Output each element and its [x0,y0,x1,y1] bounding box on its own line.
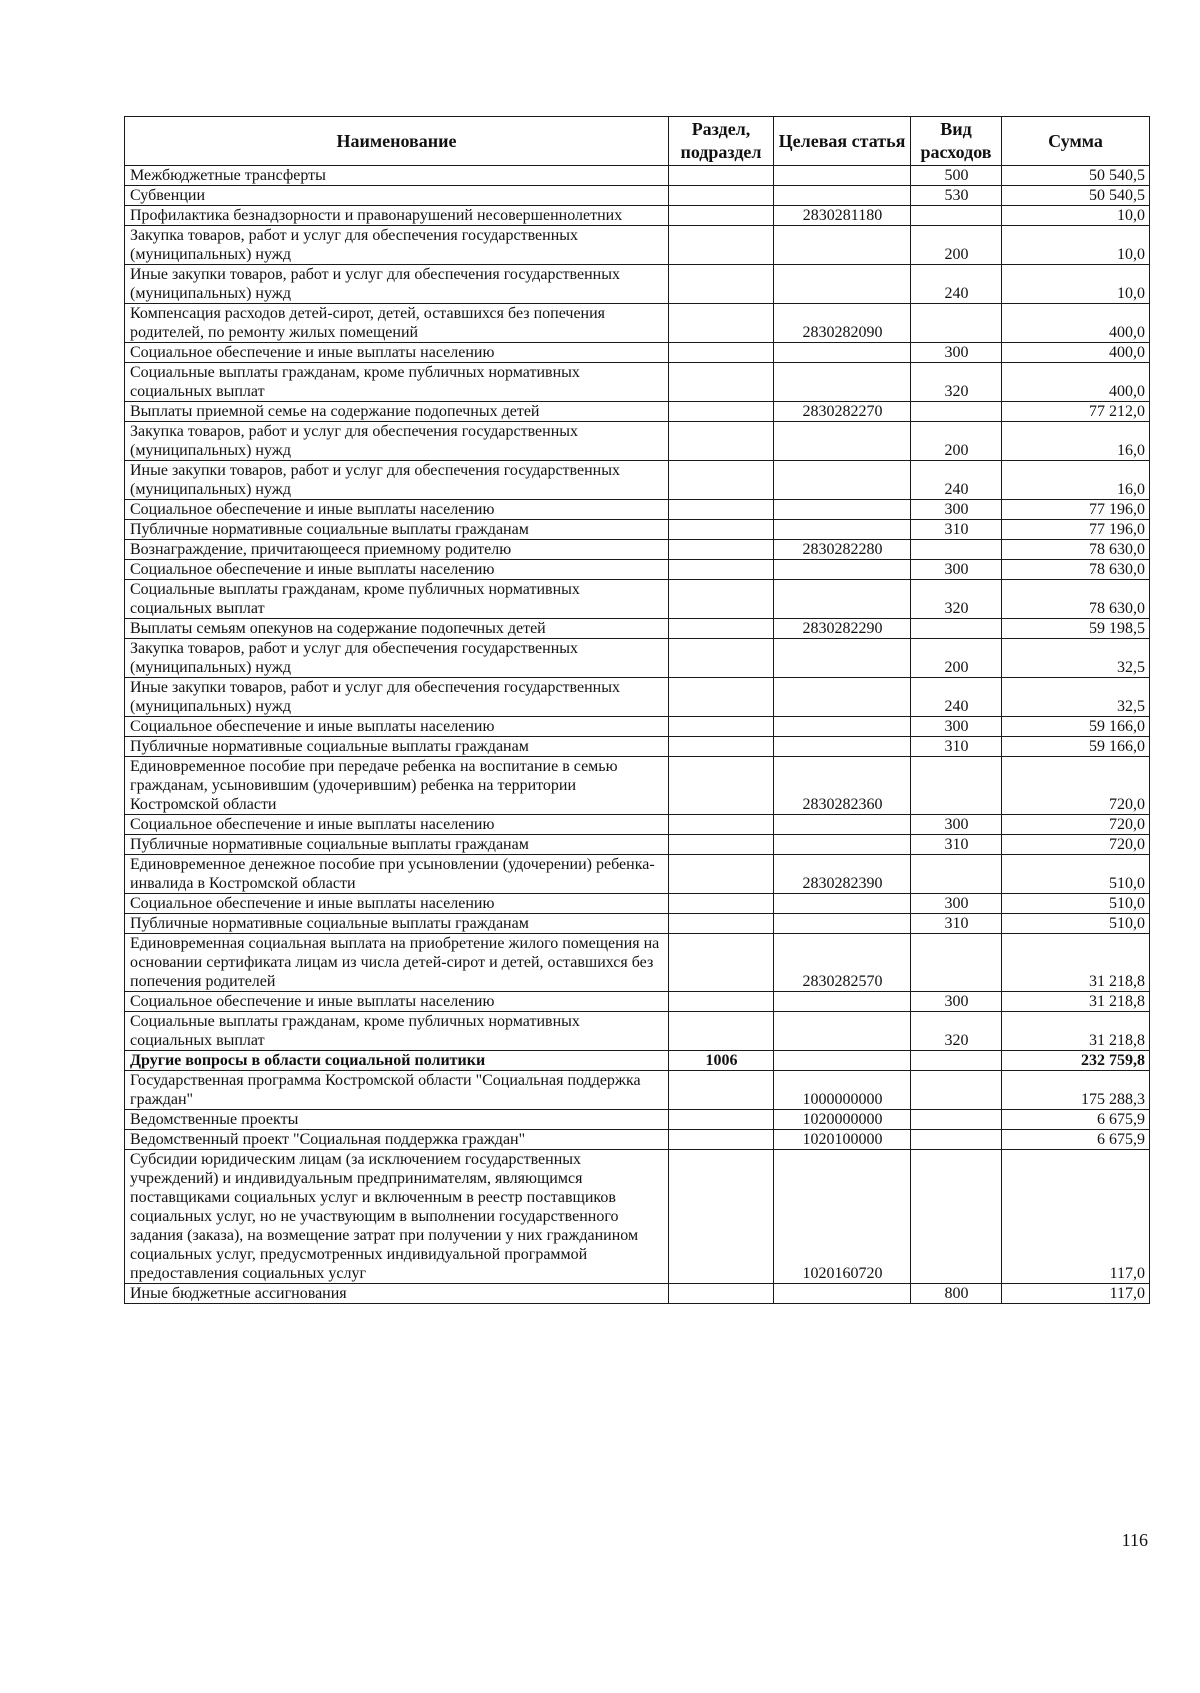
cell-section [669,226,774,265]
cell-type [911,1130,1002,1150]
cell-type: 300 [911,992,1002,1012]
page-number: 116 [1121,1530,1148,1550]
cell-target [774,717,911,737]
table-row [125,678,1150,717]
table-row [125,1110,1150,1130]
cell-section [669,737,774,757]
cell-sum: 10,0 [1002,265,1150,304]
cell-section [669,914,774,934]
cell-section [669,1150,774,1284]
table-row [125,520,1150,540]
cell-section [669,166,774,186]
table-row [125,1150,1150,1284]
cell-name: Социальное обеспечение и иные выплаты населению [125,894,669,914]
cell-type: 240 [911,265,1002,304]
cell-sum: 720,0 [1002,757,1150,815]
cell-sum: 10,0 [1002,206,1150,226]
cell-name: Социальное обеспечение и иные выплаты населению [125,500,669,520]
cell-name: Социальное обеспечение и иные выплаты населению [125,717,669,737]
cell-sum: 78 630,0 [1002,580,1150,619]
cell-target: 2830282570 [774,934,911,992]
cell-name: Выплаты приемной семье на содержание подопечных детей [125,402,669,422]
cell-target: 2830282390 [774,855,911,894]
cell-target [774,815,911,835]
cell-type: 300 [911,717,1002,737]
cell-target [774,639,911,678]
cell-sum: 6 675,9 [1002,1130,1150,1150]
table-row [125,934,1150,992]
cell-section [669,304,774,343]
cell-target: 2830282270 [774,402,911,422]
cell-sum: 77 212,0 [1002,402,1150,422]
cell-name: Единовременная социальная выплата на приобретение жилого помещения на основании сертификата лицам из числа детей-сирот и детей, оставшихся без попечения родителей [125,934,669,992]
cell-sum: 510,0 [1002,894,1150,914]
cell-section [669,265,774,304]
cell-section [669,815,774,835]
cell-name: Государственная программа Костромской области "Социальная поддержка граждан" [125,1071,669,1110]
cell-section [669,678,774,717]
cell-name: Социальные выплаты гражданам, кроме публичных нормативных социальных выплат [125,1012,669,1051]
cell-name: Иные бюджетные ассигнования [125,1284,669,1304]
cell-type: 200 [911,226,1002,265]
table-row [125,835,1150,855]
table-row [125,500,1150,520]
cell-name: Другие вопросы в области социальной политики [125,1051,669,1071]
header-type: Вид расходов [911,117,1002,166]
table-row [125,304,1150,343]
cell-section [669,1071,774,1110]
cell-type: 300 [911,343,1002,363]
table-row [125,1071,1150,1110]
cell-target: 2830282090 [774,304,911,343]
cell-target [774,560,911,580]
cell-type: 310 [911,835,1002,855]
table-row [125,914,1150,934]
cell-target: 2830282360 [774,757,911,815]
cell-type: 310 [911,914,1002,934]
cell-sum: 400,0 [1002,363,1150,402]
cell-target [774,678,911,717]
cell-target [774,737,911,757]
cell-name: Социальные выплаты гражданам, кроме публичных нормативных социальных выплат [125,363,669,402]
cell-name: Социальное обеспечение и иные выплаты населению [125,560,669,580]
cell-name: Публичные нормативные социальные выплаты гражданам [125,520,669,540]
cell-name: Вознаграждение, причитающееся приемному родителю [125,540,669,560]
table-row [125,1130,1150,1150]
cell-sum: 16,0 [1002,461,1150,500]
cell-section [669,186,774,206]
cell-type [911,934,1002,992]
cell-name: Социальное обеспечение и иные выплаты населению [125,815,669,835]
cell-target: 1000000000 [774,1071,911,1110]
header-target: Целевая статья [774,117,911,166]
cell-target [774,1051,911,1071]
table-row [125,1012,1150,1051]
cell-type [911,1110,1002,1130]
cell-name: Единовременное пособие при передаче ребенка на воспитание в семью гражданам, усыновившим (удочерившим) ребенка на территории Костромской области [125,757,669,815]
header-sum: Сумма [1002,117,1150,166]
cell-section [669,1130,774,1150]
cell-sum: 117,0 [1002,1284,1150,1304]
cell-target [774,914,911,934]
cell-name: Закупка товаров, работ и услуг для обеспечения государственных (муниципальных) нужд [125,639,669,678]
cell-name: Выплаты семьям опекунов на содержание подопечных детей [125,619,669,639]
cell-target [774,580,911,619]
cell-target [774,186,911,206]
cell-sum: 510,0 [1002,914,1150,934]
cell-type: 300 [911,500,1002,520]
cell-target: 2830281180 [774,206,911,226]
cell-sum: 16,0 [1002,422,1150,461]
table-row [125,639,1150,678]
cell-name: Закупка товаров, работ и услуг для обеспечения государственных (муниципальных) нужд [125,422,669,461]
cell-section [669,206,774,226]
cell-type: 300 [911,894,1002,914]
cell-target: 2830282280 [774,540,911,560]
cell-type [911,757,1002,815]
table-row [125,363,1150,402]
cell-sum: 400,0 [1002,304,1150,343]
cell-type: 300 [911,815,1002,835]
cell-section [669,402,774,422]
cell-name: Социальные выплаты гражданам, кроме публичных нормативных социальных выплат [125,580,669,619]
table-row [125,717,1150,737]
cell-type: 530 [911,186,1002,206]
table-row [125,206,1150,226]
cell-target [774,166,911,186]
cell-target [774,461,911,500]
cell-name: Субвенции [125,186,669,206]
cell-type: 240 [911,678,1002,717]
table-row [125,422,1150,461]
cell-target [774,520,911,540]
cell-type: 800 [911,1284,1002,1304]
cell-name: Единовременное денежное пособие при усыновлении (удочерении) ребенка-инвалида в Костромской области [125,855,669,894]
cell-type: 320 [911,1012,1002,1051]
table-header [125,117,1150,166]
table-row [125,186,1150,206]
cell-type: 200 [911,422,1002,461]
cell-section: 1006 [669,1051,774,1071]
cell-sum: 78 630,0 [1002,560,1150,580]
cell-sum: 50 540,5 [1002,166,1150,186]
cell-section [669,363,774,402]
cell-section [669,934,774,992]
cell-sum: 32,5 [1002,678,1150,717]
cell-sum: 59 166,0 [1002,717,1150,737]
cell-target [774,894,911,914]
cell-section [669,1284,774,1304]
cell-target [774,265,911,304]
table-row [125,737,1150,757]
cell-sum: 77 196,0 [1002,500,1150,520]
cell-section [669,835,774,855]
table-row [125,560,1150,580]
cell-target [774,1012,911,1051]
table-row [125,855,1150,894]
cell-section [669,992,774,1012]
cell-type [911,1051,1002,1071]
table-row [125,1051,1150,1071]
table-row [125,226,1150,265]
table-body [125,166,1150,1304]
cell-sum: 510,0 [1002,855,1150,894]
cell-target [774,343,911,363]
cell-section [669,500,774,520]
table-row [125,265,1150,304]
cell-name: Компенсация расходов детей-сирот, детей, оставшихся без попечения родителей, по ремонту жилых помещений [125,304,669,343]
cell-sum: 31 218,8 [1002,1012,1150,1051]
cell-sum: 31 218,8 [1002,992,1150,1012]
cell-section [669,619,774,639]
cell-sum: 10,0 [1002,226,1150,265]
cell-target [774,422,911,461]
cell-type: 500 [911,166,1002,186]
cell-sum: 32,5 [1002,639,1150,678]
table-row [125,580,1150,619]
cell-name: Субсидии юридическим лицам (за исключением государственных учреждений) и индивидуальным предпринимателям, являющимся поставщиками социальных услуг и включенным в реестр поставщиков социальных услуг, но не участвующим в выполнении государственного задания (заказа), на возмещение затрат при получении у них гражданином социальных услуг, предусмотренных индивидуальной программой предоставления социальных услуг [125,1150,669,1284]
cell-sum: 175 288,3 [1002,1071,1150,1110]
cell-type [911,206,1002,226]
cell-name: Ведомственный проект "Социальная поддержка граждан" [125,1130,669,1150]
cell-section [669,422,774,461]
cell-sum: 59 198,5 [1002,619,1150,639]
cell-section [669,580,774,619]
cell-target [774,835,911,855]
cell-name: Профилактика безнадзорности и правонарушений несовершеннолетних [125,206,669,226]
cell-type: 310 [911,520,1002,540]
cell-name: Социальное обеспечение и иные выплаты населению [125,992,669,1012]
table-row [125,402,1150,422]
table-row [125,815,1150,835]
cell-type [911,1071,1002,1110]
cell-section [669,520,774,540]
cell-sum: 720,0 [1002,835,1150,855]
table-row [125,343,1150,363]
cell-section [669,639,774,678]
cell-sum: 400,0 [1002,343,1150,363]
cell-target [774,992,911,1012]
cell-section [669,757,774,815]
cell-type: 320 [911,580,1002,619]
header-name: Наименование [125,117,669,166]
cell-section [669,855,774,894]
cell-sum: 720,0 [1002,815,1150,835]
cell-section [669,717,774,737]
cell-section [669,560,774,580]
cell-sum: 50 540,5 [1002,186,1150,206]
cell-type: 200 [911,639,1002,678]
cell-type [911,855,1002,894]
cell-section [669,894,774,914]
cell-section [669,1110,774,1130]
cell-target: 1020000000 [774,1110,911,1130]
cell-name: Ведомственные проекты [125,1110,669,1130]
cell-name: Иные закупки товаров, работ и услуг для обеспечения государственных (муниципальных) нужд [125,461,669,500]
cell-section [669,461,774,500]
cell-name: Межбюджетные трансферты [125,166,669,186]
cell-name: Публичные нормативные социальные выплаты гражданам [125,914,669,934]
cell-target [774,226,911,265]
cell-sum: 59 166,0 [1002,737,1150,757]
cell-name: Публичные нормативные социальные выплаты гражданам [125,737,669,757]
cell-name: Иные закупки товаров, работ и услуг для обеспечения государственных (муниципальных) нужд [125,265,669,304]
cell-sum: 117,0 [1002,1150,1150,1284]
cell-type: 240 [911,461,1002,500]
cell-type: 320 [911,363,1002,402]
table-row [125,992,1150,1012]
cell-name: Закупка товаров, работ и услуг для обеспечения государственных (муниципальных) нужд [125,226,669,265]
cell-target [774,363,911,402]
header-section: Раздел, подраздел [669,117,774,166]
cell-target: 1020160720 [774,1150,911,1284]
cell-sum: 78 630,0 [1002,540,1150,560]
cell-sum: 6 675,9 [1002,1110,1150,1130]
cell-target: 1020100000 [774,1130,911,1150]
cell-sum: 232 759,8 [1002,1051,1150,1071]
cell-type: 310 [911,737,1002,757]
table-row [125,461,1150,500]
table-row [125,540,1150,560]
cell-type [911,304,1002,343]
cell-sum: 77 196,0 [1002,520,1150,540]
cell-section [669,343,774,363]
cell-name: Социальное обеспечение и иные выплаты населению [125,343,669,363]
table-row [125,166,1150,186]
cell-type: 300 [911,560,1002,580]
table-row [125,757,1150,815]
cell-target [774,500,911,520]
table-row [125,894,1150,914]
cell-name: Публичные нормативные социальные выплаты гражданам [125,835,669,855]
cell-section [669,540,774,560]
cell-section [669,1012,774,1051]
budget-table [124,116,1150,1304]
cell-type [911,540,1002,560]
cell-target: 2830282290 [774,619,911,639]
table-row [125,1284,1150,1304]
cell-type [911,1150,1002,1284]
cell-target [774,1284,911,1304]
cell-sum: 31 218,8 [1002,934,1150,992]
table-row [125,619,1150,639]
cell-type [911,619,1002,639]
cell-type [911,402,1002,422]
cell-name: Иные закупки товаров, работ и услуг для обеспечения государственных (муниципальных) нужд [125,678,669,717]
